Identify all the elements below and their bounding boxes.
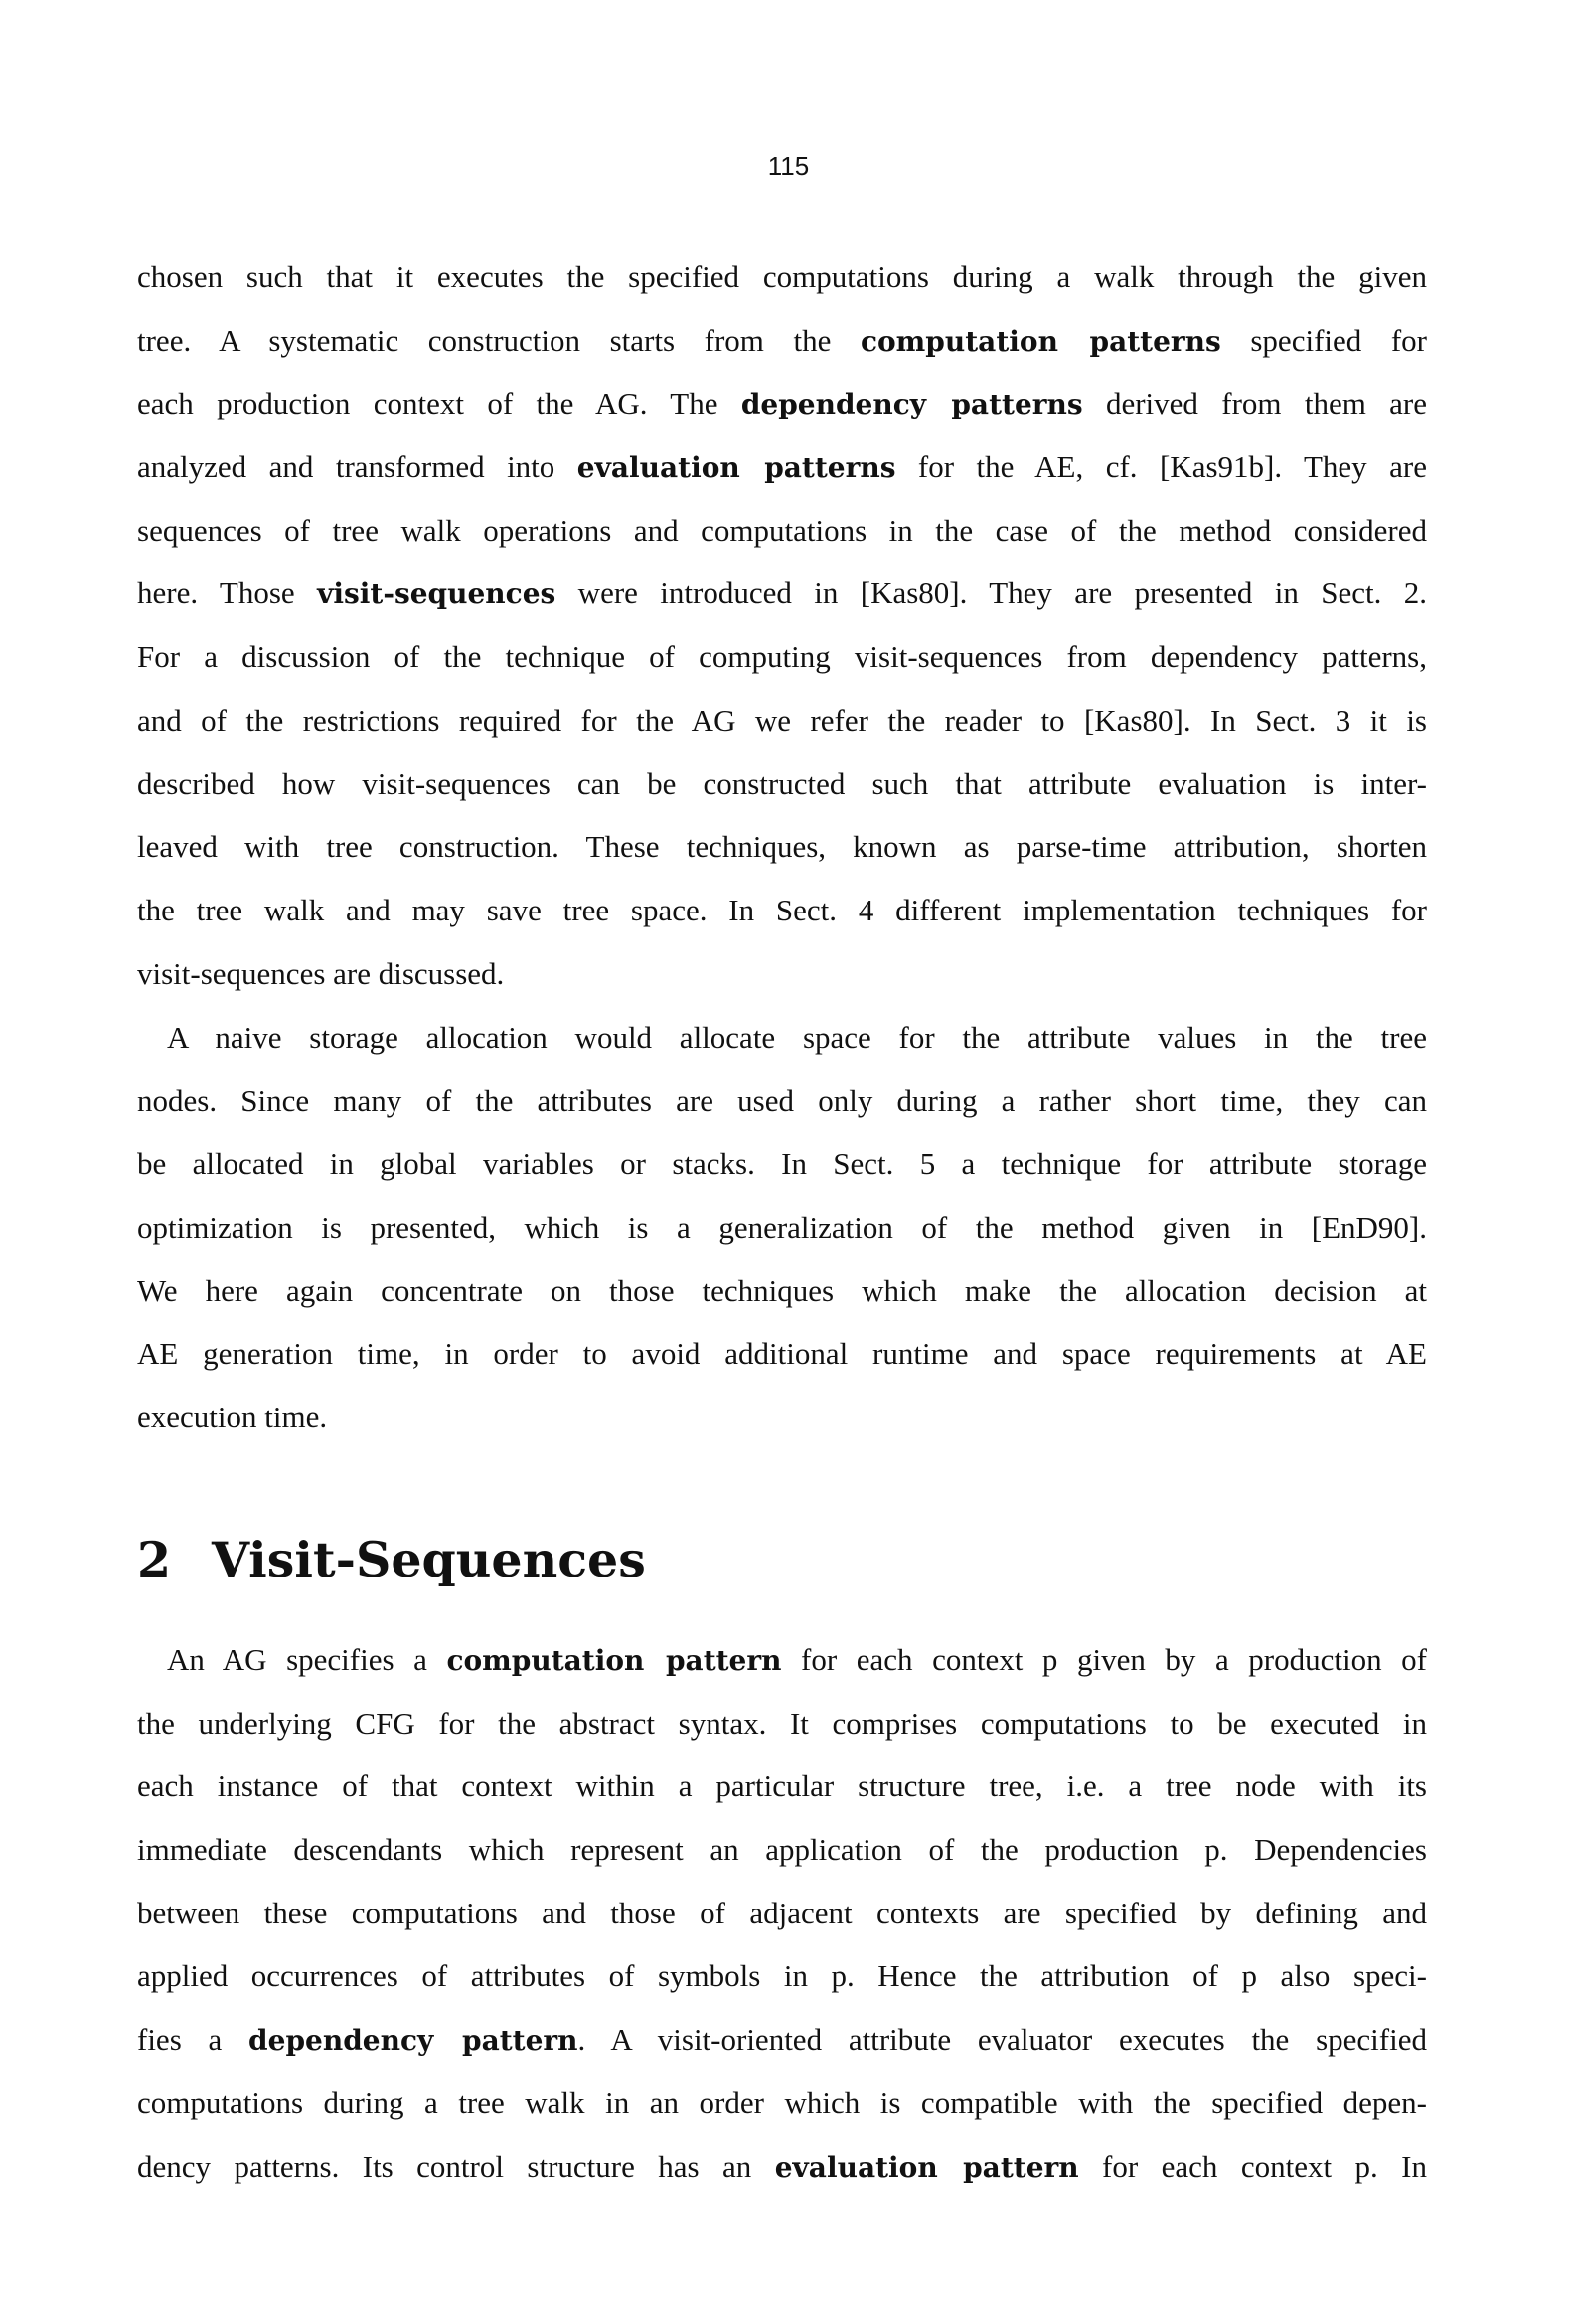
- text-line: [137, 625, 1427, 689]
- text-run: leaved with tree construction. These techniques, known as parse-time attribution, shorten: [137, 829, 1427, 865]
- text-line: [137, 372, 1427, 435]
- bold-term: dependency pattern: [248, 2024, 578, 2058]
- text-line: [137, 1882, 1427, 1945]
- text-line: [137, 1818, 1427, 1882]
- text-run: dency patterns. Its control structure has an: [137, 2148, 775, 2184]
- text-run: A naive storage allocation would allocate space for the attribute values in the tree: [167, 1020, 1427, 1055]
- text-line: [137, 435, 1427, 499]
- text-line: [137, 1070, 1427, 1133]
- text-run: AE generation time, in order to avoid additional runtime and space requirements at AE: [137, 1336, 1427, 1372]
- paragraph-storage-allocation: [137, 1006, 1427, 1449]
- text-run: execution time.: [137, 1400, 328, 1435]
- bold-term: computation patterns: [860, 324, 1221, 358]
- text-run: computations during a tree walk in an order which is compatible with the specified depen-: [137, 2084, 1427, 2120]
- text-run: and of the restrictions required for the AG we refer the reader to [Kas80]. In Sect. 3 it is: [137, 702, 1427, 738]
- text-run: specified for: [1220, 322, 1427, 358]
- text-line: [137, 1259, 1427, 1323]
- text-run: nodes. Since many of the attributes are used only during a rather short time, they can: [137, 1082, 1427, 1118]
- text-run: optimization is presented, which is a generalization of the method given in [EnD90].: [137, 1210, 1427, 1245]
- bold-term: evaluation pattern: [774, 2150, 1079, 2184]
- text-run: fies a: [137, 2022, 249, 2058]
- text-run: between these computations and those of adjacent contexts are specified by defining and: [137, 1895, 1427, 1930]
- text-run: sequences of tree walk operations and computations in the case of the method considered: [137, 512, 1427, 548]
- text-run: analyzed and transformed into: [137, 449, 577, 485]
- text-run: for each context p given by a production of: [781, 1642, 1427, 1677]
- text-run: chosen such that it executes the specified computations during a walk through the given: [137, 259, 1427, 294]
- text-line: [137, 309, 1427, 373]
- text-run: immediate descendants which represent an application of the production p. Dependencies: [137, 1832, 1427, 1868]
- section-heading: [137, 1531, 646, 1588]
- text-run: here. Those: [137, 576, 318, 611]
- text-line: [137, 2008, 1427, 2072]
- bold-term: evaluation patterns: [576, 451, 896, 485]
- text-line: [137, 942, 1427, 1006]
- text-run: were introduced in [Kas80]. They are presented in Sect. 2.: [555, 576, 1427, 611]
- text-line: [137, 1322, 1427, 1386]
- text-run: described how visit-sequences can be constructed such that attribute evaluation is inter-: [137, 765, 1427, 801]
- bold-term: dependency patterns: [740, 388, 1083, 421]
- text-line: [137, 815, 1427, 879]
- text-run: . A visit-oriented attribute evaluator executes the specified: [577, 2022, 1427, 2058]
- section-number: 2: [137, 1531, 172, 1588]
- text-run: the underlying CFG for the abstract syntax. It comprises computations to be executed in: [137, 1705, 1427, 1741]
- section-title: Visit-Sequences: [212, 1531, 646, 1588]
- text-line: [137, 1628, 1427, 1692]
- text-line: [137, 689, 1427, 752]
- text-run: We here again concentrate on those techniques which make the allocation decision at: [137, 1272, 1427, 1308]
- bold-term: computation pattern: [446, 1644, 782, 1677]
- text-line: [137, 499, 1427, 563]
- text-line: [137, 1944, 1427, 2008]
- text-run: tree. A systematic construction starts from the: [137, 322, 861, 358]
- paragraph-intro-continued: [137, 246, 1427, 1005]
- paragraph-visit-sequences: [137, 1628, 1427, 2198]
- text-line: [137, 246, 1427, 309]
- text-line: [137, 1132, 1427, 1196]
- text-run: For a discussion of the technique of computing visit-sequences from dependency patterns,: [137, 639, 1427, 675]
- text-run: visit-sequences are discussed.: [137, 955, 505, 991]
- text-run: each instance of that context within a particular structure tree, i.e. a tree node with its: [137, 1768, 1427, 1804]
- bold-term: visit-sequences: [317, 578, 556, 611]
- text-run: for the AE, cf. [Kas91b]. They are: [895, 449, 1427, 485]
- text-line: [137, 1196, 1427, 1259]
- text-run: derived from them are: [1082, 386, 1428, 421]
- text-line: [137, 1754, 1427, 1818]
- text-line: [137, 879, 1427, 942]
- text-run: applied occurrences of attributes of symbols in p. Hence the attribution of p also speci-: [137, 1958, 1427, 1994]
- text-line: [137, 1692, 1427, 1755]
- text-line: [137, 2072, 1427, 2135]
- text-line: [137, 1386, 1427, 1449]
- text-run: the tree walk and may save tree space. In Sect. 4 different implementation techniques for: [137, 892, 1427, 927]
- text-line: [137, 2135, 1427, 2199]
- text-line: [137, 562, 1427, 625]
- text-run: each production context of the AG. The: [137, 386, 741, 421]
- text-run: be allocated in global variables or stacks. In Sect. 5 a technique for attribute storage: [137, 1146, 1427, 1182]
- text-line: [137, 752, 1427, 816]
- text-run: An AG specifies a: [167, 1642, 447, 1677]
- text-run: for each context p. In: [1078, 2148, 1427, 2184]
- text-line: [137, 1006, 1427, 1070]
- page-number: 115: [767, 151, 810, 181]
